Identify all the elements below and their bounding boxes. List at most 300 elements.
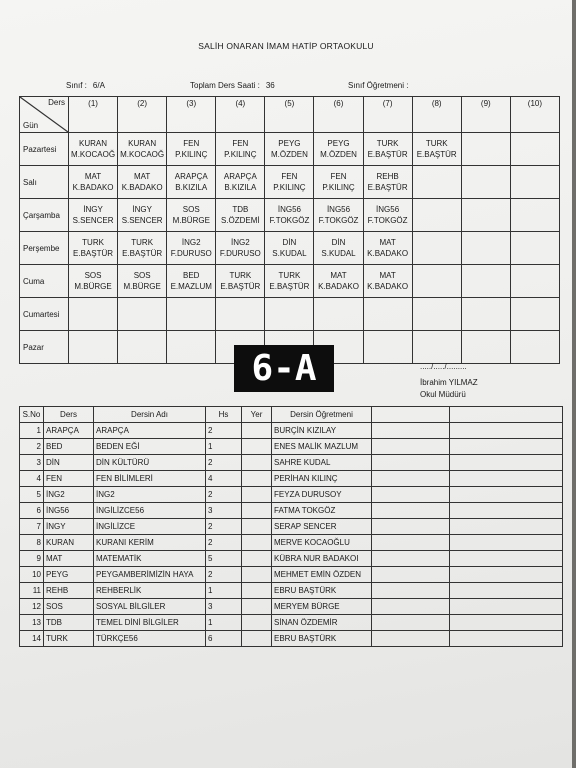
location (242, 631, 272, 647)
lesson-teacher: PERİHAN KILINÇ (272, 471, 372, 487)
lesson-code: REHB (44, 583, 94, 599)
cell-teacher: F.DURUSO (170, 249, 212, 258)
cell-teacher: M.KOCAOĞ (120, 150, 165, 159)
period-header: (7) (363, 97, 412, 133)
timetable-cell (69, 232, 118, 265)
school-title: SALİH ONARAN İMAM HATİP ORTAOKULU (198, 41, 374, 51)
timetable-cell (69, 265, 118, 298)
period-header: (1) (69, 97, 118, 133)
lesson-teacher: BURÇİN KIZILAY (272, 423, 372, 439)
cell-subject: TURK (425, 139, 448, 148)
lesson-row (20, 487, 563, 503)
timetable-cell (167, 232, 216, 265)
timetable-cell (69, 331, 118, 364)
cell-content (216, 204, 264, 226)
cell-subject: ARAPÇA (174, 172, 208, 181)
lesson-teacher: EBRU BAŞTÜRK (272, 583, 372, 599)
timetable-cell (461, 265, 510, 298)
extra-col-1 (372, 471, 450, 487)
corner-gun-label: Gün (23, 121, 39, 130)
timetable-cell (314, 133, 363, 166)
lesson-row (20, 455, 563, 471)
timetable-cell (510, 166, 559, 199)
extra-col-2 (450, 519, 563, 535)
timetable-cell (118, 166, 167, 199)
row-number: 5 (20, 487, 44, 503)
cell-subject: KURAN (128, 139, 157, 148)
extra-col-1 (372, 567, 450, 583)
lesson-code: FEN (44, 471, 94, 487)
lesson-row (20, 631, 563, 647)
lesson-code: KURAN (44, 535, 94, 551)
location (242, 551, 272, 567)
timetable-cell (216, 199, 265, 232)
lesson-list-header-cell: Ders (44, 407, 94, 423)
lesson-name: TEMEL DİNİ BİLGİLER (94, 615, 206, 631)
cell-teacher: E.BAŞTÜR (220, 282, 261, 291)
extra-col-1 (372, 455, 450, 471)
cell-teacher: E.BAŞTÜR (269, 282, 310, 291)
weekly-hours: 1 (206, 583, 242, 599)
cell-content (118, 171, 166, 193)
cell-teacher: K.BADAKO (121, 183, 163, 192)
timetable-cell (510, 232, 559, 265)
period-header: (4) (216, 97, 265, 133)
timetable-cell (363, 133, 412, 166)
cell-content (69, 237, 117, 259)
cell-content (364, 270, 412, 292)
row-number: 2 (20, 439, 44, 455)
period-header-row (20, 97, 560, 133)
timetable-cell (265, 265, 314, 298)
extra-col-1-header (372, 407, 450, 423)
extra-col-2 (450, 487, 563, 503)
timetable-cell (510, 331, 559, 364)
cell-teacher: K.BADAKO (72, 183, 114, 192)
cell-content (69, 171, 117, 193)
cell-content (265, 171, 313, 193)
lesson-teacher: FATMA TOKGÖZ (272, 503, 372, 519)
cell-content (314, 171, 362, 193)
day-name: Perşembe (20, 232, 69, 265)
location (242, 583, 272, 599)
lesson-list-header-cell: Dersin Adı (94, 407, 206, 423)
corner-ders-label: Ders (48, 98, 65, 107)
row-number: 6 (20, 503, 44, 519)
lesson-code: İNGY (44, 519, 94, 535)
cell-teacher: F.TOKGÖZ (367, 216, 408, 225)
cell-teacher: P.KILINÇ (273, 183, 306, 192)
cell-teacher: E.MAZLUM (170, 282, 212, 291)
location (242, 535, 272, 551)
cell-teacher: S.KUDAL (321, 249, 356, 258)
timetable-cell (265, 166, 314, 199)
lesson-name: İNGİLİZCE (94, 519, 206, 535)
principal-name: İbrahim YILMAZ (420, 378, 478, 387)
cell-teacher: P.KILINÇ (175, 150, 208, 159)
lesson-name: BEDEN EĞİ (94, 439, 206, 455)
cell-subject: ARAPÇA (223, 172, 257, 181)
timetable-cell (118, 133, 167, 166)
extra-col-2 (450, 423, 563, 439)
cell-subject: MAT (379, 238, 396, 247)
lesson-list-header-cell: Dersin Öğretmeni (272, 407, 372, 423)
timetable-cell (363, 232, 412, 265)
cell-subject: BED (183, 271, 200, 280)
cell-content (69, 138, 117, 160)
lesson-name: TÜRKÇE56 (94, 631, 206, 647)
timetable-cell (412, 298, 461, 331)
weekly-hours: 1 (206, 439, 242, 455)
class-info (66, 81, 105, 90)
cell-content (265, 138, 313, 160)
location (242, 439, 272, 455)
weekly-timetable (19, 96, 560, 364)
row-number: 4 (20, 471, 44, 487)
weekly-hours: 2 (206, 455, 242, 471)
cell-teacher: B.KIZILA (224, 183, 257, 192)
cell-teacher: E.BAŞTÜR (367, 183, 408, 192)
extra-col-1 (372, 599, 450, 615)
timetable-cell (167, 133, 216, 166)
timetable-cell (461, 298, 510, 331)
lesson-list-header-cell: Yer (242, 407, 272, 423)
lesson-name: PEYGAMBERİMİZİN HAYA (94, 567, 206, 583)
timetable-cell (510, 133, 559, 166)
extra-col-2 (450, 503, 563, 519)
lesson-code: BED (44, 439, 94, 455)
lesson-row (20, 535, 563, 551)
timetable-cell (118, 331, 167, 364)
cell-content (167, 171, 215, 193)
location (242, 423, 272, 439)
lesson-row (20, 599, 563, 615)
timetable-cell (118, 298, 167, 331)
timetable-cell (167, 166, 216, 199)
class-badge: 6-A (234, 345, 334, 392)
lesson-row (20, 503, 563, 519)
lesson-teacher: KÜBRA NUR BADAKOI (272, 551, 372, 567)
cell-teacher: M.KOCAOĞ (71, 150, 116, 159)
timetable-cell (216, 232, 265, 265)
cell-subject: TURK (278, 271, 301, 280)
period-header: (9) (461, 97, 510, 133)
cell-teacher: K.BADAKO (367, 249, 409, 258)
extra-col-1 (372, 503, 450, 519)
cell-subject: İNGY (83, 205, 103, 214)
lesson-teacher: MERYEM BÜRGE (272, 599, 372, 615)
lesson-row (20, 471, 563, 487)
row-number: 7 (20, 519, 44, 535)
weekly-hours: 4 (206, 471, 242, 487)
lesson-list-header-cell: Hs (206, 407, 242, 423)
class-teacher-label: Sınıf Öğretmeni : (348, 81, 409, 90)
timetable-cell (216, 298, 265, 331)
cell-teacher: F.TOKGÖZ (318, 216, 359, 225)
cell-content (364, 237, 412, 259)
cell-content (69, 204, 117, 226)
cell-teacher: S.KUDAL (272, 249, 307, 258)
cell-content (167, 138, 215, 160)
cell-content (69, 270, 117, 292)
cell-content (118, 270, 166, 292)
signature-date: ...../...../......... (420, 362, 467, 371)
class-value: 6/A (92, 81, 105, 90)
row-number: 14 (20, 631, 44, 647)
day-row (20, 199, 560, 232)
timetable-cell (118, 265, 167, 298)
timetable-cell (412, 331, 461, 364)
day-row (20, 298, 560, 331)
lesson-row (20, 551, 563, 567)
cell-content (216, 138, 264, 160)
lesson-code: ARAPÇA (44, 423, 94, 439)
timetable-cell (314, 166, 363, 199)
timetable-cell (461, 199, 510, 232)
location (242, 615, 272, 631)
cell-teacher: B.KIZILA (175, 183, 208, 192)
lesson-code: SOS (44, 599, 94, 615)
timetable-cell (216, 166, 265, 199)
day-name: Pazartesi (20, 133, 69, 166)
cell-content (265, 270, 313, 292)
lesson-code: TDB (44, 615, 94, 631)
period-header: (8) (412, 97, 461, 133)
cell-teacher: E.BAŞTÜR (73, 249, 114, 258)
day-name: Pazar (20, 331, 69, 364)
weekly-hours: 2 (206, 423, 242, 439)
timetable-cell (69, 166, 118, 199)
cell-content (167, 204, 215, 226)
cell-subject: FEN (183, 139, 200, 148)
location (242, 567, 272, 583)
cell-teacher: M.ÖZDEN (270, 150, 308, 159)
cell-content (216, 171, 264, 193)
cell-subject: TURK (376, 139, 399, 148)
weekly-hours: 3 (206, 599, 242, 615)
extra-col-2-header (450, 407, 563, 423)
timetable-cell (510, 199, 559, 232)
class-label: Sınıf : (66, 81, 87, 90)
cell-subject: KURAN (79, 139, 108, 148)
cell-content (364, 171, 412, 193)
cell-subject: MAT (84, 172, 102, 181)
lesson-code: TURK (44, 631, 94, 647)
weekly-hours: 2 (206, 567, 242, 583)
lesson-list-header (20, 407, 563, 423)
cell-content (314, 270, 362, 292)
cell-content (118, 138, 166, 160)
timetable-cell (314, 232, 363, 265)
timetable-cell (510, 265, 559, 298)
lesson-teacher: SAHRE KUDAL (272, 455, 372, 471)
period-header: (6) (314, 97, 363, 133)
lesson-row (20, 423, 563, 439)
timetable-cell (412, 133, 461, 166)
class-teacher-info (348, 81, 414, 90)
cell-subject: İNG2 (181, 238, 201, 247)
cell-subject: PEYG (327, 139, 350, 148)
cell-subject: FEN (232, 139, 249, 148)
timetable-cell (363, 199, 412, 232)
timetable-cell (461, 331, 510, 364)
cell-subject: TURK (82, 238, 104, 247)
header-corner (20, 97, 69, 133)
cell-subject: TDB (232, 205, 249, 214)
weekly-hours: 2 (206, 519, 242, 535)
lesson-list-header-cell: S.No (20, 407, 44, 423)
timetable-cell (363, 265, 412, 298)
day-row (20, 133, 560, 166)
cell-teacher: K.BADAKO (367, 282, 409, 291)
lesson-row (20, 615, 563, 631)
cell-content (216, 270, 264, 292)
extra-col-1 (372, 615, 450, 631)
cell-subject: İNG2 (230, 238, 250, 247)
timetable-cell (412, 232, 461, 265)
total-hours-value: 36 (265, 81, 275, 90)
lesson-name: MATEMATİK (94, 551, 206, 567)
day-row (20, 166, 560, 199)
lesson-teacher: MERVE KOCAOĞLU (272, 535, 372, 551)
timetable-cell (363, 166, 412, 199)
location (242, 519, 272, 535)
timetable-cell (412, 199, 461, 232)
row-number: 11 (20, 583, 44, 599)
extra-col-1 (372, 631, 450, 647)
lesson-teacher: FEYZA DURUSOY (272, 487, 372, 503)
cell-subject: İNGY (132, 205, 152, 214)
location (242, 487, 272, 503)
timetable-cell (167, 199, 216, 232)
day-name: Cuma (20, 265, 69, 298)
timetable-cell (167, 265, 216, 298)
cell-subject: MAT (330, 271, 347, 280)
lesson-name: İNGİLİZCE56 (94, 503, 206, 519)
cell-teacher: E.BAŞTÜR (416, 150, 457, 159)
day-name: Çarşamba (20, 199, 69, 232)
cell-subject: DİN (331, 238, 346, 247)
cell-subject: FEN (281, 172, 298, 181)
extra-col-2 (450, 439, 563, 455)
timetable-cell (265, 298, 314, 331)
lesson-code: İNG56 (44, 503, 94, 519)
lesson-name: SOSYAL BİLGİLER (94, 599, 206, 615)
cell-content (314, 138, 362, 160)
extra-col-1 (372, 439, 450, 455)
cell-teacher: M.BÜRGE (123, 282, 161, 291)
timetable-cell (118, 232, 167, 265)
cell-subject: TURK (229, 271, 252, 280)
cell-subject: SOS (133, 271, 151, 280)
timetable-cell (363, 298, 412, 331)
lesson-name: KURANI KERİM (94, 535, 206, 551)
timetable-cell (265, 133, 314, 166)
cell-content (364, 138, 412, 160)
extra-col-1 (372, 551, 450, 567)
extra-col-1 (372, 487, 450, 503)
period-header: (10) (510, 97, 559, 133)
cell-subject: MAT (133, 172, 151, 181)
timetable-cell (69, 199, 118, 232)
cell-teacher: M.BÜRGE (74, 282, 112, 291)
extra-col-2 (450, 455, 563, 471)
timetable-cell (314, 298, 363, 331)
cell-teacher: M.BÜRGE (172, 216, 210, 225)
weekly-hours: 3 (206, 503, 242, 519)
timetable-cell (412, 265, 461, 298)
day-row (20, 232, 560, 265)
timetable-cell (69, 298, 118, 331)
lesson-row (20, 439, 563, 455)
period-header: (5) (265, 97, 314, 133)
lesson-row (20, 583, 563, 599)
row-number: 12 (20, 599, 44, 615)
cell-subject: FEN (330, 172, 347, 181)
lesson-row (20, 567, 563, 583)
cell-content (364, 204, 412, 226)
period-header: (2) (118, 97, 167, 133)
cell-subject: MAT (379, 271, 396, 280)
cell-content (167, 270, 215, 292)
lesson-name: İNG2 (94, 487, 206, 503)
cell-content (314, 204, 362, 226)
row-number: 1 (20, 423, 44, 439)
extra-col-2 (450, 599, 563, 615)
weekly-hours: 1 (206, 615, 242, 631)
row-number: 10 (20, 567, 44, 583)
lesson-teacher: MEHMET EMİN ÖZDEN (272, 567, 372, 583)
timetable-cell (461, 166, 510, 199)
timetable-cell (412, 166, 461, 199)
weekly-hours: 2 (206, 487, 242, 503)
timetable-cell (69, 133, 118, 166)
cell-content (265, 237, 313, 259)
lesson-name: FEN BİLİMLERİ (94, 471, 206, 487)
lesson-list-table (19, 406, 563, 647)
extra-col-1 (372, 519, 450, 535)
day-name: Cumartesi (20, 298, 69, 331)
cell-teacher: S.SENCER (121, 216, 163, 225)
weekly-hours: 2 (206, 535, 242, 551)
day-name: Salı (20, 166, 69, 199)
extra-col-2 (450, 583, 563, 599)
cell-subject: İNG56 (376, 205, 400, 214)
timetable-cell (314, 199, 363, 232)
timetable-cell (265, 232, 314, 265)
extra-col-1 (372, 535, 450, 551)
location (242, 599, 272, 615)
extra-col-2 (450, 535, 563, 551)
cell-teacher: E.BAŞTÜR (367, 150, 408, 159)
cell-teacher: F.DURUSO (219, 249, 261, 258)
extra-col-2 (450, 471, 563, 487)
cell-teacher: M.ÖZDEN (320, 150, 357, 159)
cell-content (216, 237, 264, 259)
cell-subject: REHB (376, 172, 399, 181)
lesson-code: PEYG (44, 567, 94, 583)
timetable-cell (461, 232, 510, 265)
weekly-hours: 6 (206, 631, 242, 647)
timetable-cell (216, 265, 265, 298)
cell-content (118, 204, 166, 226)
extra-col-2 (450, 567, 563, 583)
total-hours-label: Toplam Ders Saati : (190, 81, 260, 90)
cell-subject: SOS (182, 205, 200, 214)
cell-teacher: S.SENCER (72, 216, 114, 225)
extra-col-2 (450, 631, 563, 647)
day-row (20, 265, 560, 298)
